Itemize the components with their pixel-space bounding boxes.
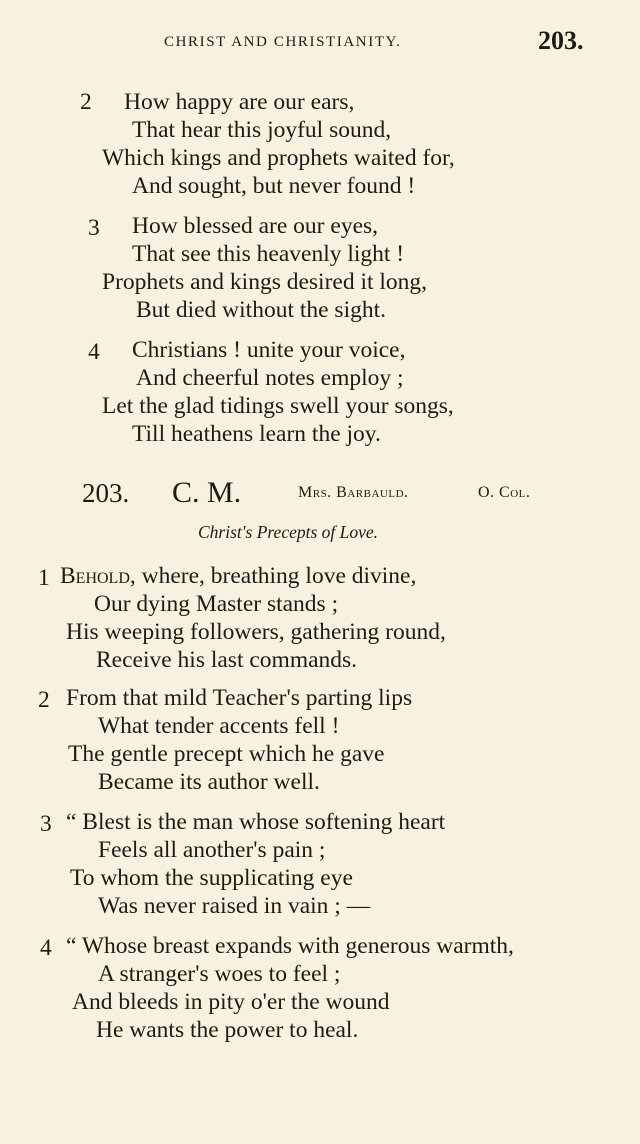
verse-line: That hear this joyful sound,: [132, 117, 392, 143]
stanza-number: 2: [38, 687, 50, 713]
hymn-header: [0, 476, 640, 516]
verse-line-first: [60, 562, 416, 590]
verse-line: The gentle precept which he gave: [68, 741, 385, 767]
verse-line: Receive his last commands.: [96, 647, 358, 673]
verse-line: Which kings and prophets waited for,: [102, 145, 455, 171]
verse-line: Our dying Master stands ;: [94, 591, 339, 617]
verse-line: Was never raised in vain ; —: [98, 893, 371, 919]
stanza-number: 4: [40, 935, 52, 961]
running-title: CHRIST AND CHRISTIANITY.: [164, 34, 402, 50]
hymn-tune: O. Col.: [478, 484, 531, 501]
verse-line-rest: , where, breathing love divine,: [129, 563, 417, 589]
verse-line: From that mild Teacher's parting lips: [66, 685, 413, 711]
hymn-meter: C. M.: [172, 476, 242, 509]
verse-line: What tender accents fell !: [98, 713, 340, 739]
verse-line: His weeping followers, gathering round,: [66, 619, 446, 645]
stanza-number: 3: [40, 811, 52, 837]
verse-line: How blessed are our eyes,: [132, 213, 379, 239]
verse-line: But died without the sight.: [136, 297, 387, 323]
verse-line: And bleeds in pity o'er the wound: [72, 989, 390, 1015]
stanza-number: 4: [88, 339, 100, 365]
verse-line: Feels all another's pain ;: [98, 837, 326, 863]
verse-line: Christians ! unite your voice,: [132, 337, 406, 363]
verse-line: That see this heavenly light !: [132, 241, 405, 267]
stanza-number: 1: [38, 565, 50, 591]
verse-line: How happy are our ears,: [124, 89, 355, 115]
verse-line: Till heathens learn the joy.: [132, 421, 381, 447]
stanza-number: 3: [88, 215, 100, 241]
verse-line: Became its author well.: [98, 769, 320, 795]
verse-line: And cheerful notes employ ;: [136, 365, 404, 391]
verse-line: And sought, but never found !: [132, 173, 416, 199]
first-word: Behold: [60, 563, 130, 589]
hymn-title: Christ's Precepts of Love.: [198, 522, 379, 542]
hymn-number: 203.: [82, 478, 130, 508]
stanza-number: 2: [80, 89, 92, 115]
verse-line: Prophets and kings desired it long,: [102, 269, 428, 295]
verse-line: “ Whose breast expands with generous warmth,: [66, 933, 514, 959]
verse-line: Let the glad tidings swell your songs,: [102, 393, 454, 419]
verse-line: “ Blest is the man whose softening heart: [66, 809, 446, 835]
hymn-author: Mrs. Barbauld.: [298, 484, 409, 501]
verse-line: A stranger's woes to feel ;: [98, 961, 341, 987]
verse-line: He wants the power to heal.: [96, 1017, 359, 1043]
page-number: 203.: [538, 26, 584, 55]
verse-line: To whom the supplicating eye: [70, 865, 353, 891]
